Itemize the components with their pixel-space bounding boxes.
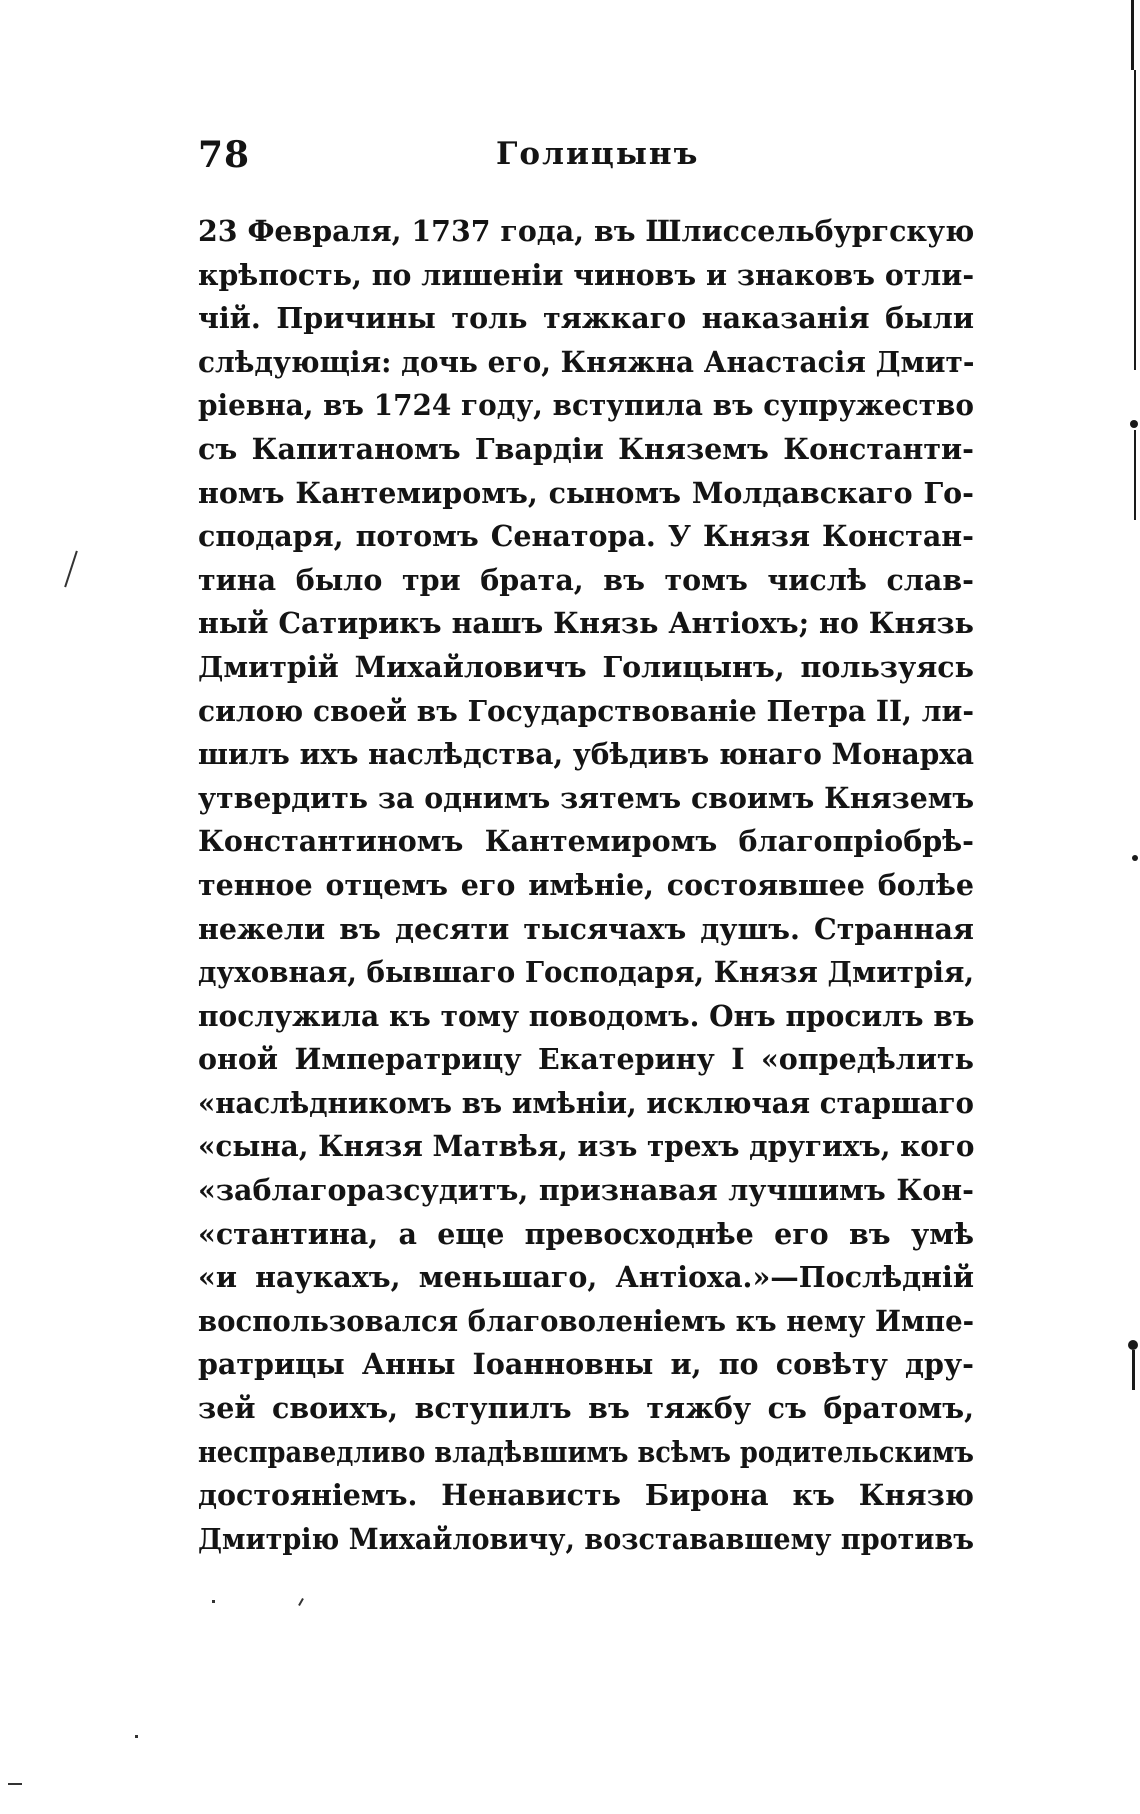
text-line: «сына, Князя Матвѣя, изъ трехъ другихъ, кого bbox=[198, 1129, 974, 1164]
text-line: несправедливо владѣвшимъ всѣмъ родительскимъ bbox=[198, 1434, 974, 1469]
running-title: Голицынъ bbox=[496, 136, 700, 172]
text-line: «и наукахъ, меньшаго, Антіоха.»—Послѣдній bbox=[198, 1260, 974, 1295]
body-text bbox=[198, 210, 974, 1561]
scan-edge-marks bbox=[1126, 0, 1138, 1814]
edge-mark bbox=[1130, 420, 1138, 428]
text-line: «наслѣдникомъ въ имѣніи, исключая старшаго bbox=[198, 1085, 974, 1120]
scan-speck bbox=[212, 1600, 215, 1603]
text-line: шилъ ихъ наслѣдства, убѣдивъ юнаго Монарха bbox=[198, 737, 974, 772]
text-line: воспользовался благоволеніемъ къ нему Импе- bbox=[198, 1303, 974, 1338]
text-line: ріевна, въ 1724 году, вступила въ супружество bbox=[198, 388, 974, 423]
text-line: Константиномъ Кантемиромъ благопріобрѣ- bbox=[198, 824, 974, 859]
page-header bbox=[198, 128, 978, 188]
text-line: слѣдующія: дочь его, Княжна Анастасія Дмит- bbox=[198, 344, 974, 379]
edge-mark bbox=[1134, 430, 1136, 520]
edge-mark bbox=[1132, 1350, 1135, 1390]
text-line: нежели въ десяти тысячахъ душъ. Странная bbox=[198, 911, 974, 946]
text-line: съ Капитаномъ Гвардіи Княземъ Константи- bbox=[198, 431, 974, 466]
edge-mark bbox=[1134, 70, 1136, 370]
text-line: утвердить за однимъ зятемъ своимъ Княземъ bbox=[198, 780, 974, 815]
text-line: духовная, бывшаго Господаря, Князя Дмитрія, bbox=[198, 955, 974, 990]
text-line: оной Императрицу Екатерину I «опредѣлить bbox=[198, 1042, 974, 1077]
edge-mark bbox=[1128, 1340, 1138, 1350]
scan-speck bbox=[64, 551, 78, 588]
edge-mark bbox=[1131, 0, 1134, 70]
text-line: зей своихъ, вступилъ въ тяжбу съ братомъ, bbox=[198, 1391, 974, 1426]
text-line: тенное отцемъ его имѣніе, состоявшее болѣе bbox=[198, 867, 974, 902]
text-line: послужила къ тому поводомъ. Онъ просилъ въ bbox=[198, 998, 974, 1033]
text-line: тина было три брата, въ томъ числѣ слав- bbox=[198, 562, 974, 597]
text-line: достояніемъ. Ненависть Бирона къ Князю bbox=[198, 1478, 974, 1513]
edge-mark bbox=[1132, 855, 1138, 861]
text-line: «заблагоразсудитъ, признавая лучшимъ Кон- bbox=[198, 1173, 974, 1208]
text-line: силою своей въ Государствованіе Петра II, ли- bbox=[198, 693, 974, 728]
text-line: сподаря, потомъ Сенатора. У Князя Констан- bbox=[198, 519, 974, 554]
text-line: ратрицы Анны Іоанновны и, по совѣту дру- bbox=[198, 1347, 974, 1382]
text-line: чій. Причины толь тяжкаго наказанія были bbox=[198, 301, 974, 336]
text-line: Дмитрію Михайловичу, возстававшему противъ bbox=[198, 1521, 974, 1556]
scan-speck bbox=[298, 1598, 304, 1606]
text-line: Дмитрій Михайловичъ Голицынъ, пользуясь bbox=[198, 649, 974, 684]
page-number: 78 bbox=[198, 134, 251, 176]
text-line: ный Сатирикъ нашъ Князь Антіохъ; но Князь bbox=[198, 606, 974, 641]
scan-speck bbox=[135, 1735, 138, 1738]
text-line: «стантина, а еще превосходнѣе его въ умѣ bbox=[198, 1216, 974, 1251]
scan-speck bbox=[8, 1783, 22, 1785]
text-line: 23 Февраля, 1737 года, въ Шлиссельбургскую bbox=[198, 214, 974, 248]
text-line: номъ Кантемиромъ, сыномъ Молдавскаго Го- bbox=[198, 475, 974, 510]
text-line: крѣпость, по лишеніи чиновъ и знаковъ отли- bbox=[198, 257, 974, 292]
